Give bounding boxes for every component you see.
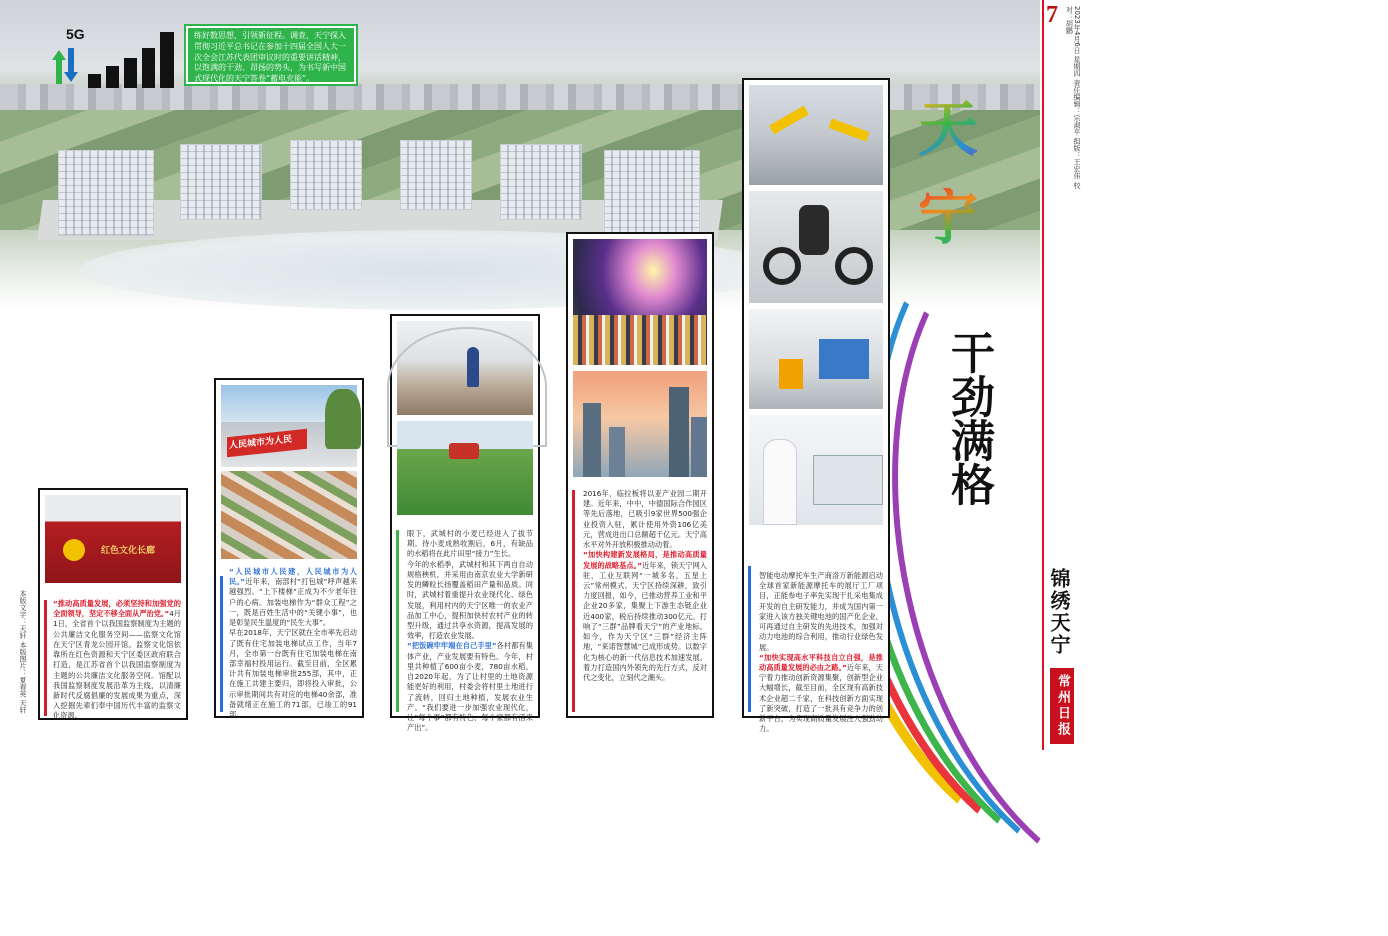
signal-bar xyxy=(106,66,119,88)
article-text xyxy=(759,571,883,734)
photo-city-skyline xyxy=(573,371,707,477)
accent-bar xyxy=(220,576,223,712)
intro-text-box: 练好数思想，引领新征程。调查，天宁探入贯彻习近平总书记在参加十四届全国人大一次全会江苏代表团审议时的重要讲话精神，以饱满的干劲、昂扬的势头，为书写新中国式现代化的天宁答卷“蓄电充能”。 xyxy=(186,26,356,84)
tractor xyxy=(449,443,479,459)
photo-exhibition-hall xyxy=(45,495,181,583)
title-char-tian: 天 xyxy=(918,100,1018,160)
paper-logo: 常州日报 xyxy=(1050,668,1074,744)
tower xyxy=(691,417,707,477)
page-number: 7 xyxy=(1046,2,1058,28)
article-body: 近年来，天宁着力推动创新资源集聚，创新型企业大幅增长，截至目前，全区现有高新技术企业超二千家，在科技创新方面实现了新突破，打造了一批具有竞争力的创新平台，为实现高质量发展注入强劲动力。 xyxy=(759,662,883,734)
article-body: 近年来，南部村“打包城”呼声越来越强烈。“上下楼梯”正成为不少老年住户的心病。加装电梯作为“群众工程”之一，既是百姓生活中的“关键小事”，也是彰显民生温度的“民生大事”。 xyxy=(229,577,358,628)
rider xyxy=(799,205,829,255)
article-headline: “加快实现高水平科技自立自强，是推动高质量发展的必由之路。” xyxy=(759,652,883,672)
date-line: 2023年4月6日 星期四 责任编辑：宗淑平 组版：王宏伟 校对：胡鹏 xyxy=(1065,6,1081,189)
column-name: 锦绣天宁 xyxy=(1047,568,1071,656)
party-emblem-icon xyxy=(63,539,85,561)
motorcycle-wheel xyxy=(835,247,873,285)
article-body: 2016年，临拉板将以亚产业园二期开建。近年来，中中，中德国际合作园区等先后落地，已吸引9家世界500强企业投资入驻，累计使用外资106亿美元，营成进出口总额超千亿元。天宁高水平对外开放积极推动动着。 xyxy=(583,489,707,550)
signal-bar xyxy=(124,58,137,88)
photo-sign-text: 人民城市为人民 xyxy=(229,434,293,452)
article-headline: “把饭碗牢牢端在自己手里” xyxy=(407,641,497,651)
crowd xyxy=(573,315,707,365)
researcher xyxy=(763,439,797,525)
article-body: 智能电动摩托车生产商洛万新能源启动全球首家新能源摩托车的展厅工厂项目，正能参电子率先实现干扎采电集成开发的自主研发能力，并成为国内第一家进入该方独关键电池的国产化企业，可再通过自主研发的先进技术，加强对动力电池的综合利用，推动行业绿色发展。 xyxy=(759,571,883,652)
article-card-elevator xyxy=(214,378,364,718)
photo-lab-researcher xyxy=(749,415,883,525)
office-building xyxy=(500,144,582,220)
subtitle: 干劲满格 xyxy=(943,330,994,506)
article-body: 早在2018年，天宁区就在全市率先启动了既有住宅加装电梯试点工作，当年7月，全市第一台既有住宅加装电梯在南部幸福村投用运行。截至目前，全区累计共有加装电梯审批255部，其中，正在施工共建主要归，即将投入审批，公示审批期间共有对应的电梯40余部，准备就绪正在施工的71部，已竣工的91部。 xyxy=(229,628,357,720)
photo-robot-arm-factory xyxy=(749,85,883,185)
tree xyxy=(325,389,361,449)
photo-concert-crowd xyxy=(573,239,707,365)
tower xyxy=(669,387,689,477)
article-card-innovation xyxy=(742,78,890,734)
photo-community xyxy=(221,385,357,467)
tower xyxy=(609,427,625,477)
signal-bar xyxy=(160,32,174,88)
robot-base xyxy=(779,359,803,389)
article-text xyxy=(583,489,707,717)
article-body: 眼下，武城村的小麦已经进入了拔节期。待小麦成熟收割后，6月，有缺品的水稻将在此片田里“接力”生长。 xyxy=(407,529,533,559)
signal-bar xyxy=(142,48,155,88)
header-rule xyxy=(1042,0,1044,750)
signal-graphic xyxy=(52,26,182,88)
article-card-farming xyxy=(390,314,540,733)
photo-residential-aerial xyxy=(221,471,357,559)
article-headline: “加快构建新发展格局，是推动高质量发展的战略基点。” xyxy=(583,550,707,570)
photo-greenhouse xyxy=(397,321,533,415)
accent-bar xyxy=(572,490,575,712)
photo-assembly-line xyxy=(749,309,883,409)
article-body: 各村都有集体产业，产业发展要有特色。今年，村里共种植了600亩小麦，780亩水稻，自2020年起，为了让村里的土地资源能更好的利用，村委会将村里土地进行了流转，回归土地种植，发展农业生产。“我们要进一步加强农业现代化，让“每个事”都有特色、每个家都有活来产出”。 xyxy=(407,641,533,733)
signal-5g-label: 5G xyxy=(66,26,85,42)
robot-arm xyxy=(769,106,809,135)
article-text xyxy=(229,567,358,720)
office-building xyxy=(180,144,262,220)
accent-bar xyxy=(44,600,47,716)
article-body: 今年的水稻季，武城村和其下两自自动规格秧机，并采用由南京农业大学新研发的鳞粒长扬覆盖稻田产量和品质。同时，武城村着重提升农业现代化、绿色发展，利用村内的天宁区唯一的农业产品加工中心，提积加快村农村产业的转型升级，通过共享水资源，提高发展的效率，打造农业发展。 xyxy=(407,559,533,641)
updown-arrows-icon xyxy=(52,48,78,84)
credit-line: 本版文字：天轩 本版图片：夏春英 天轩 xyxy=(19,590,27,714)
article-text xyxy=(407,529,533,733)
article-text xyxy=(53,599,181,719)
machine xyxy=(819,339,869,379)
photo-tractor-field xyxy=(397,421,533,515)
signal-bar xyxy=(88,74,101,88)
office-building xyxy=(400,140,472,210)
photo-electric-motorcycle xyxy=(749,191,883,303)
office-building xyxy=(604,150,700,236)
title-char-ning: 宁 xyxy=(918,188,1018,248)
tower xyxy=(583,403,601,477)
office-building xyxy=(58,150,154,236)
article-card-opening-up xyxy=(566,232,714,718)
motorcycle-wheel xyxy=(763,247,801,285)
accent-bar xyxy=(396,530,399,712)
farmer-figure xyxy=(467,347,479,387)
article-headline: “人民城市人民建，人民城市为人民。” xyxy=(229,567,357,587)
article-body: 4月1日，全省首个以我国监察制度为主题的公共廉洁文化服务空间——监察文化馆在天宁区青龙公园开馆。监察文化馆依靠所在红色资源和天宁区委区政府联合打造，是江苏省首个以我国监察制度为主题的公共廉洁文化服务空间。馆配以我国监察制度发展沿革为主线，以清廉新时代反腐倡廉的发展成果为重点，深入挖掘先辈们奉中国历代丰富的监察文化资源。 xyxy=(53,609,181,721)
article-card-supervision xyxy=(38,488,188,720)
accent-bar xyxy=(748,566,751,712)
office-building xyxy=(290,140,362,210)
robot-arm xyxy=(828,118,869,141)
photo-wall-text: 红色文化长廊 xyxy=(101,546,156,556)
article-headline: “推动高质量发展，必须坚持和加强党的全面领导，坚定不移全面从严治党。” xyxy=(53,599,181,619)
lab-equipment xyxy=(813,455,883,505)
article-body: 近年来，锁天宁网入驻，工业互联网“一城多名，五星上云”常州模式。天宁区持续深耕，致引力度回报，如今，已推动营养工业和平企业20多家，集聚上下游生态链企业近400家，税后持续推动300亿元。打响了“三群”品牌看天宁”的产业地标。如今，作为天宁区“三群”经济主阵地，“来诺智慧城”已成形成势。以数字化为核心的新一代信息技术加速发展。着力打造国内外领先的先行方式，反对代之变化，立刻代之潮头。 xyxy=(583,560,707,682)
